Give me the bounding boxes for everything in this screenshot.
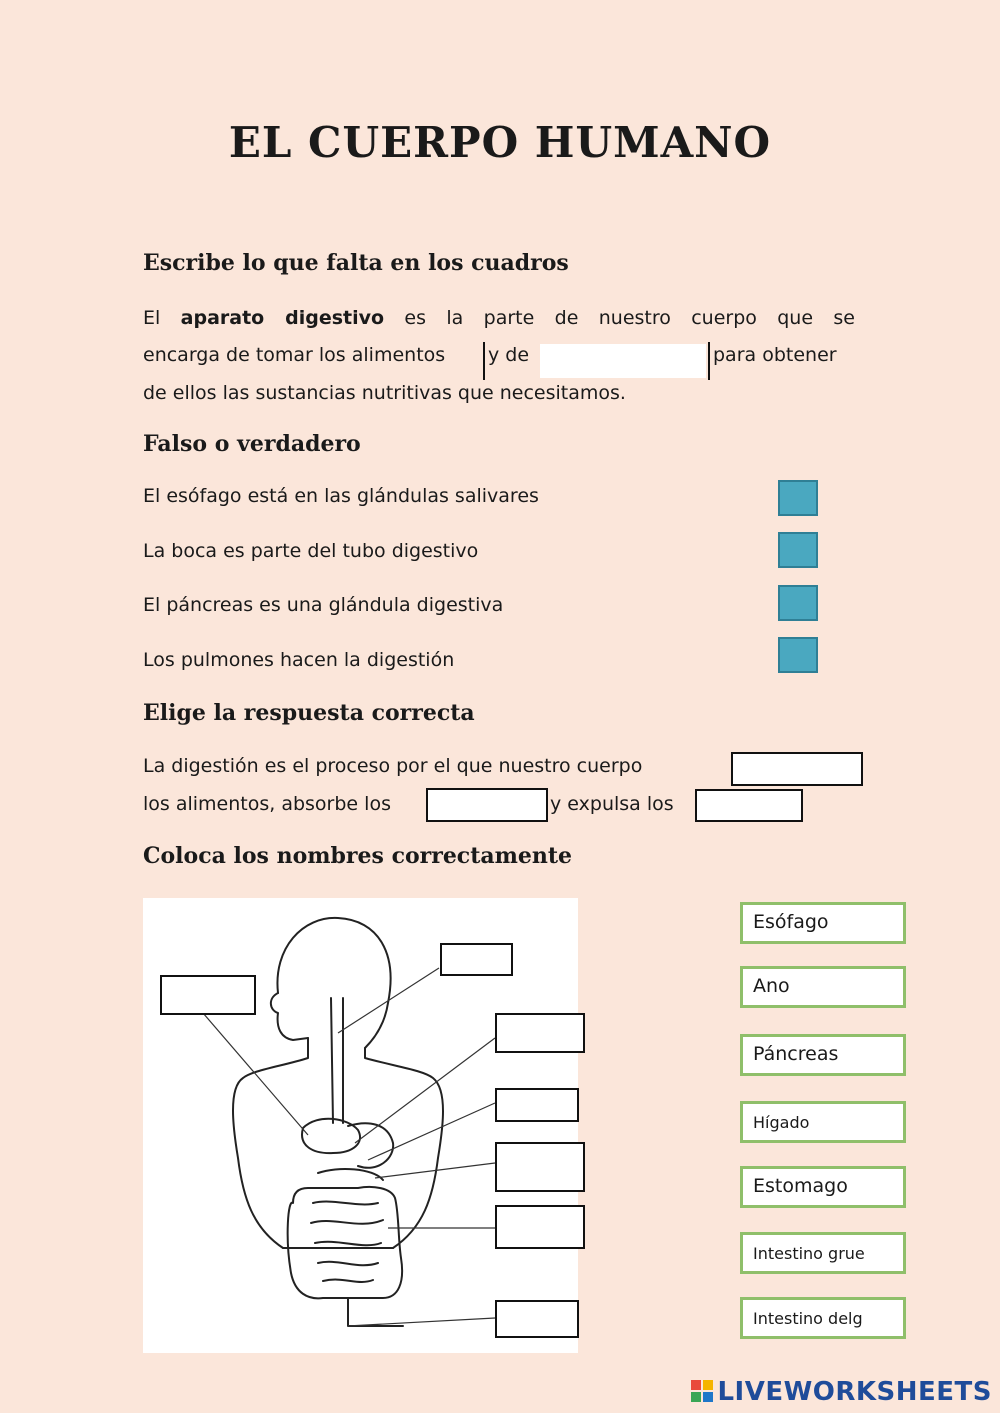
choose-text: La digestión es el proceso por el que nuestro cuerpo xyxy=(143,755,643,777)
fill-in-text: y de xyxy=(488,344,530,366)
liveworksheets-icon xyxy=(691,1380,713,1402)
draggable-label-estomago[interactable]: Estomago xyxy=(740,1166,906,1208)
labels-heading: Coloca los nombres correctamente xyxy=(143,843,573,869)
draggable-label-higado[interactable]: Hígado xyxy=(740,1101,906,1143)
fill-in-text: para obtener xyxy=(713,344,837,366)
diagram-label-slot[interactable] xyxy=(495,1013,585,1053)
choose-dropdown-1[interactable] xyxy=(731,752,863,786)
page-title: EL CUERPO HUMANO xyxy=(228,118,772,167)
true-false-answer-box[interactable] xyxy=(778,585,818,621)
diagram-label-slot[interactable] xyxy=(495,1205,585,1249)
fill-in-bold-term: aparato digestivo xyxy=(180,307,385,329)
draggable-label-ano[interactable]: Ano xyxy=(740,966,906,1008)
true-false-answer-box[interactable] xyxy=(778,532,818,568)
choose-dropdown-3[interactable] xyxy=(695,789,803,822)
diagram-label-slot[interactable] xyxy=(495,1088,579,1122)
choose-text: los alimentos, absorbe los xyxy=(143,793,391,815)
fill-in-text: es la parte de nuestro cuerpo que se xyxy=(384,307,855,329)
liveworksheets-text: LIVEWORKSHEETS xyxy=(717,1377,992,1407)
choose-text: y expulsa los xyxy=(550,793,674,815)
fill-in-text: El xyxy=(143,307,181,329)
draggable-label-esofago[interactable]: Esófago xyxy=(740,902,906,944)
fill-in-text: encarga de tomar los alimentos xyxy=(143,344,446,366)
fill-in-text: de ellos las sustancias nutritivas que necesitamos. xyxy=(143,382,626,404)
diagram-label-slot[interactable] xyxy=(160,975,256,1015)
fill-in-paragraph xyxy=(143,300,855,415)
fill-in-answer-input[interactable] xyxy=(540,344,706,378)
fill-in-cursor-left xyxy=(483,342,485,380)
draggable-label-pancreas[interactable]: Páncreas xyxy=(740,1034,906,1076)
true-false-answer-box[interactable] xyxy=(778,637,818,673)
true-false-statement: Los pulmones hacen la digestión xyxy=(143,649,455,671)
draggable-label-intestino-delgado[interactable]: Intestino delg xyxy=(740,1297,906,1339)
diagram-label-slot[interactable] xyxy=(440,943,513,976)
true-false-answer-box[interactable] xyxy=(778,480,818,516)
fill-in-heading: Escribe lo que falta en los cuadros xyxy=(143,250,569,276)
true-false-heading: Falso o verdadero xyxy=(143,431,361,457)
draggable-label-intestino-grueso[interactable]: Intestino grue xyxy=(740,1232,906,1274)
diagram-label-slot[interactable] xyxy=(495,1142,585,1192)
true-false-statement: La boca es parte del tubo digestivo xyxy=(143,540,479,562)
diagram-label-slot[interactable] xyxy=(495,1300,579,1338)
fill-in-cursor-right xyxy=(708,342,710,380)
true-false-statement: El páncreas es una glándula digestiva xyxy=(143,594,504,616)
choose-heading: Elige la respuesta correcta xyxy=(143,700,475,726)
liveworksheets-logo[interactable] xyxy=(691,1377,992,1407)
true-false-statement: El esófago está en las glándulas salivares xyxy=(143,485,539,507)
choose-dropdown-2[interactable] xyxy=(426,788,548,822)
